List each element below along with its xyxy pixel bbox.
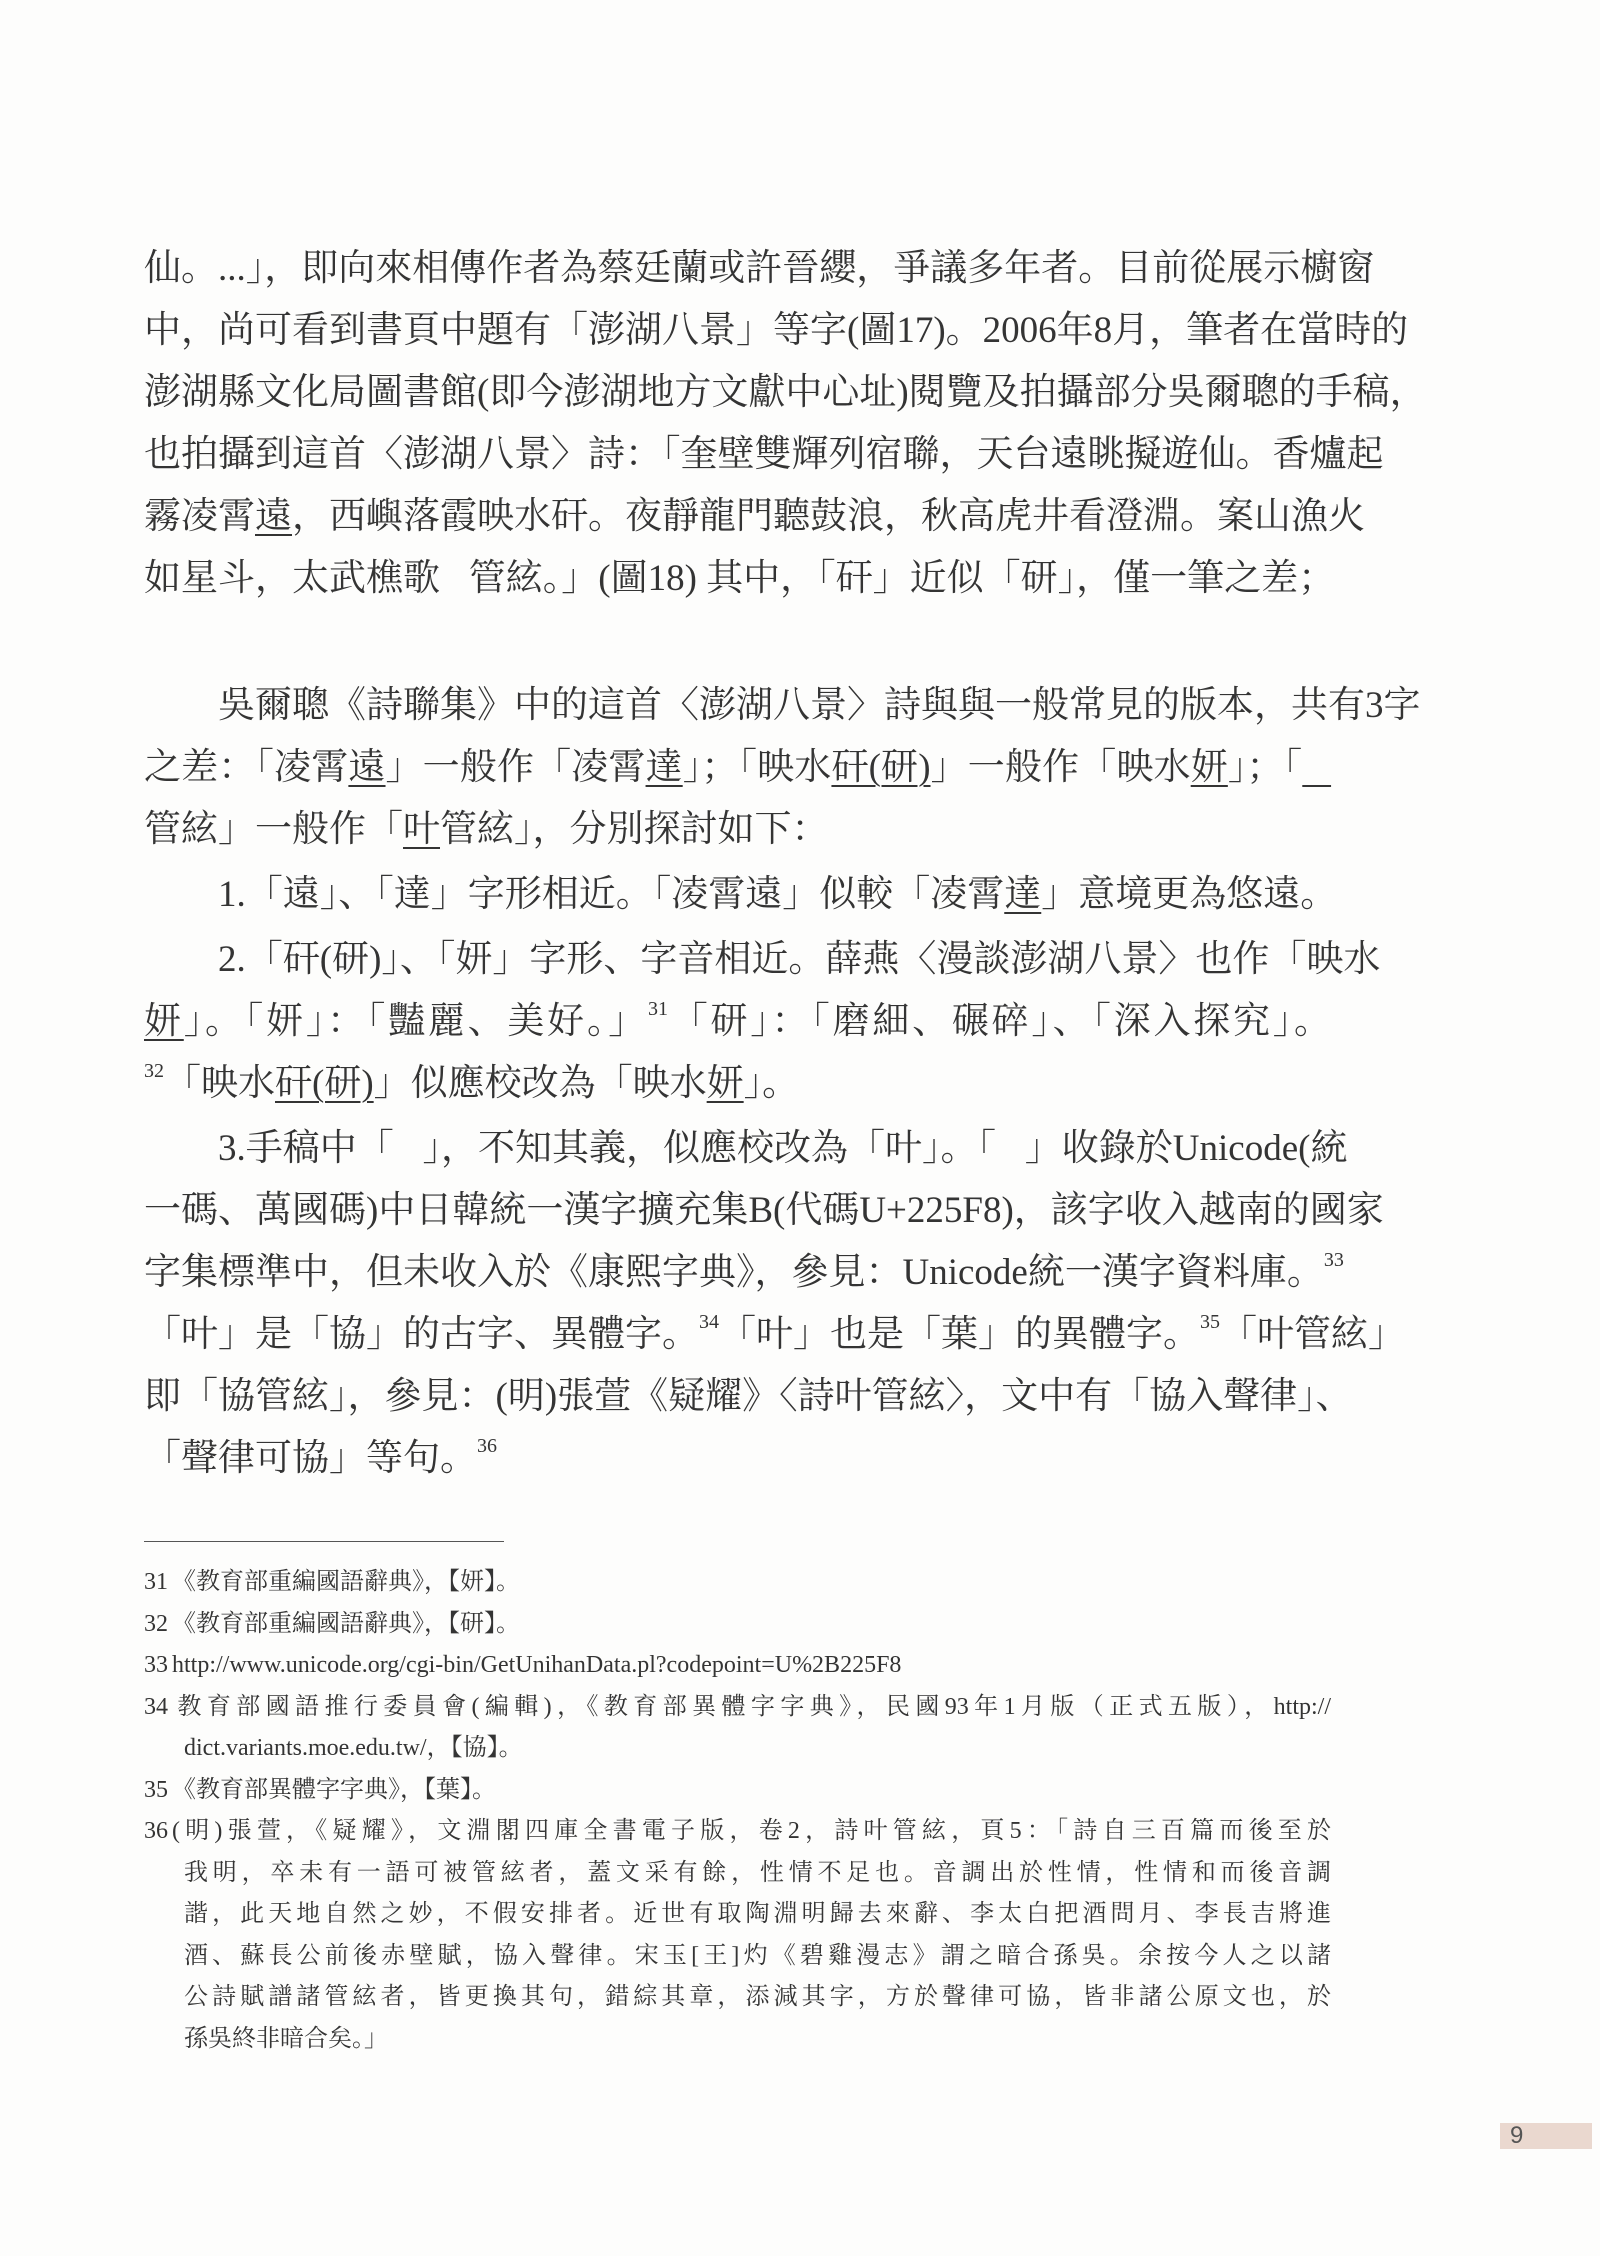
footnote-line [144,1728,1331,1770]
underlined-text: 妍 [144,1001,184,1042]
footnote-text: 教育部國語推行委員會(編輯)，《教育部異體字字典》，民國93年1月版（正式五版），http:// [172,1693,1331,1720]
footnote-ref: 31 [647,998,668,1020]
text-line [144,1242,1344,1304]
text-line [144,737,1331,799]
text-line [144,991,1331,1053]
footnote-text: 《教育部異體字字典》，【葉】。 [172,1776,496,1803]
text-line [144,1053,1331,1115]
text-line [144,675,1421,737]
text-run: 字集標準中，但未收入於《康熙字典》，參見：Unicode統一漢字資料庫。 [144,1252,1324,1293]
text-run: 吳爾聰《詩聯集》中的這首〈澎湖八景〉詩與與一般常見的版本，共有3字 [218,685,1421,726]
footnote-text: 《教育部重編國語辭典》，【研】。 [172,1610,520,1637]
footnote-number: 35 [144,1776,168,1803]
text-run: 2.「矸(研)」、「妍」字形、字音相近。薛燕〈漫談澎湖八景〉也作「映水 [218,939,1381,980]
text-line [144,300,1409,362]
footnote-text: http://www.unicode.org/cgi-bin/GetUnihanData.pl?codepoint=U%2B225F8 [172,1652,902,1678]
text-run: 霧凌霄 [144,496,255,537]
text-run: ，西嶼落霞映水矸。夜靜龍門聽鼓浪，秋高虎井看澄淵。案山漁火 [292,496,1365,537]
footnote [144,1604,1331,1646]
text-run: 「映水 [164,1063,275,1104]
footnote-line [144,1853,1331,1895]
text-run: 」。 [743,1063,800,1104]
text-run: 」一般作「凌霄 [385,747,646,788]
text-run: 管絃」，分別探討如下： [440,809,829,850]
footnote [144,1645,1331,1687]
footnote-line [144,1894,1331,1936]
text-run: 也拍攝到這首〈澎湖八景〉詩：「奎壁雙輝列宿聯，天台遠眺擬遊仙。香爐起 [144,434,1384,475]
text-run: 」；「映水 [682,747,832,788]
footnote-line [144,1936,1331,1978]
text-run: 「聲律可協」等句。 [144,1438,477,1479]
text-run: 一碼、萬國碼)中日韓統一漢字擴充集B(代碼U+225F8)，該字收入越南的國家 [144,1190,1384,1231]
underlined-text: 矸(研) [275,1063,374,1104]
footnote-line [144,1604,1331,1646]
text-line [144,238,1375,300]
footnote-text: 公詩賦譜諸管絃者，皆更換其句，錯綜其章，添減其字，方於聲律可協，皆非諸公原文也，於 [184,1984,1331,2010]
text-run: 1.「遠」、「達」字形相近。「凌霄遠」似較「凌霄 [218,874,1005,915]
footnote-text: 酒、蘇長公前後赤壁賦，協入聲律。宋玉[王]灼《碧雞漫志》謂之暗合孫吳。余按今人之以諸 [184,1942,1331,1969]
underlined-text: 達 [1004,874,1042,915]
footnote-text: 《教育部重編國語辭典》，【妍】。 [172,1569,520,1595]
footnote-line [144,1811,1331,1853]
text-run: 「研」：「磨細、碾碎」、「深入探究」。 [667,1001,1332,1042]
text-run: 「叶管絃」 [1220,1314,1405,1355]
paragraph [144,675,1421,861]
text-line [144,424,1384,486]
body-text [144,238,1427,1490]
text-line [144,799,1331,861]
footnote-divider [144,1541,504,1542]
footnote-ref: 33 [1323,1249,1344,1271]
text-run: 中，尚可看到書頁中題有「澎湖八景」等字(圖17)。2006年8月，筆者在當時的 [144,310,1409,351]
text-run: 」似應校改為「映水 [373,1063,707,1104]
page-number: 9 [1500,2123,1592,2149]
underlined-text: 妍 [706,1063,744,1104]
text-line [144,548,1336,610]
text-run: 「𢗸」有連筆，不知其字義。 [144,620,519,661]
paragraph [144,1118,1405,1490]
footnote [144,1687,1331,1770]
footnote-text: 孫吳終非暗合矣。」 [184,2025,388,2052]
text-run: 之差：「凌霄 [144,747,349,788]
text-run: 澎湖縣文化局圖書館(即今澎湖地方文獻中心址)閱覽及拍攝部分吳爾聰的手稿， [144,372,1427,413]
text-line [144,929,1381,991]
text-line [144,610,1331,672]
footnote-number: 36 [144,1818,168,1844]
footnote-ref: 36 [477,1435,497,1457]
underlined-text: 叶 [403,809,440,850]
text-run: 」。「妍」：「豔麗、美好。」 [183,1001,648,1042]
text-run: 仙。...」，即向來相傳作者為蔡廷蘭或許晉纓，爭議多年者。目前從展示櫥窗 [144,248,1375,289]
text-line [144,1118,1348,1180]
text-run: 」一般作「映水 [930,747,1191,788]
text-run: 3.手稿中「𢗸」，不知其義，似應校改為「叶」。「𢗸」收錄於Unicode(統 [218,1128,1348,1169]
text-run: 即「協管絃」，參見：(明)張萱《疑耀》〈詩叶管絃〉，文中有「協入聲律」、 [144,1376,1353,1417]
footnote-line [144,1977,1331,2019]
footnote-ref: 34 [699,1311,719,1333]
underlined-text: 𢗸 [1302,747,1332,788]
text-run: 「叶」也是「葉」的異體字。 [719,1314,1200,1355]
footnote-text: 諧，此天地自然之妙，不假安排者。近世有取陶淵明歸去來辭、李太白把酒問月、李長吉將進 [184,1901,1331,1927]
text-run: 「叶」是「協」的古字、異體字。 [144,1314,699,1355]
footnote-ref: 35 [1200,1311,1220,1333]
footnote-number: 34 [144,1693,168,1720]
text-line [144,1428,1331,1490]
footnote [144,1811,1331,2060]
footnote-text: (明)張萱，《疑耀》，文淵閣四庫全書電子版，卷2，詩叶管絃，頁5：「詩自三百篇而後至於 [172,1818,1331,1844]
footnote-line [144,1687,1331,1729]
underlined-text: 遠 [348,747,386,788]
text-run: 」意境更為悠遠。 [1041,874,1338,915]
footnote-line [144,2019,1331,2061]
footnote-line [144,1562,1331,1604]
footnote-number: 32 [144,1610,168,1637]
text-line [144,1366,1353,1428]
footnote-number: 31 [144,1569,168,1595]
underlined-text: 矸(研) [831,747,931,788]
underlined-text: 達 [645,747,683,788]
footnote-number: 33 [144,1652,168,1678]
underlined-text: 妍 [1190,747,1228,788]
text-run: 管絃」一般作「 [144,809,403,850]
text-line [144,864,1338,926]
underlined-text: 遠 [255,496,292,537]
text-line [144,1304,1405,1366]
text-run: 如星斗，太武樵歌𢗸管絃。」(圖18) 其中，「矸」近似「研」，僅一筆之差； [144,558,1336,599]
paragraph [144,864,1338,926]
footnote-ref: 32 [144,1060,164,1082]
text-line [144,1180,1384,1242]
text-line [144,362,1427,424]
text-run: 」；「 [1227,747,1303,788]
footnote [144,1770,1331,1812]
text-line [144,486,1365,548]
paragraph [144,929,1381,1115]
footnote-line [144,1770,1331,1812]
footnotes [144,1562,1331,2060]
paragraph [144,238,1427,672]
footnote-text: 我明，卒未有一語可被管絃者，蓋文采有餘，性情不足也。音調出於性情，性情和而後音調 [184,1859,1331,1886]
footnote [144,1562,1331,1604]
footnote-text: dict.variants.moe.edu.tw/，【協】。 [184,1735,523,1761]
footnote-line [144,1645,1331,1687]
